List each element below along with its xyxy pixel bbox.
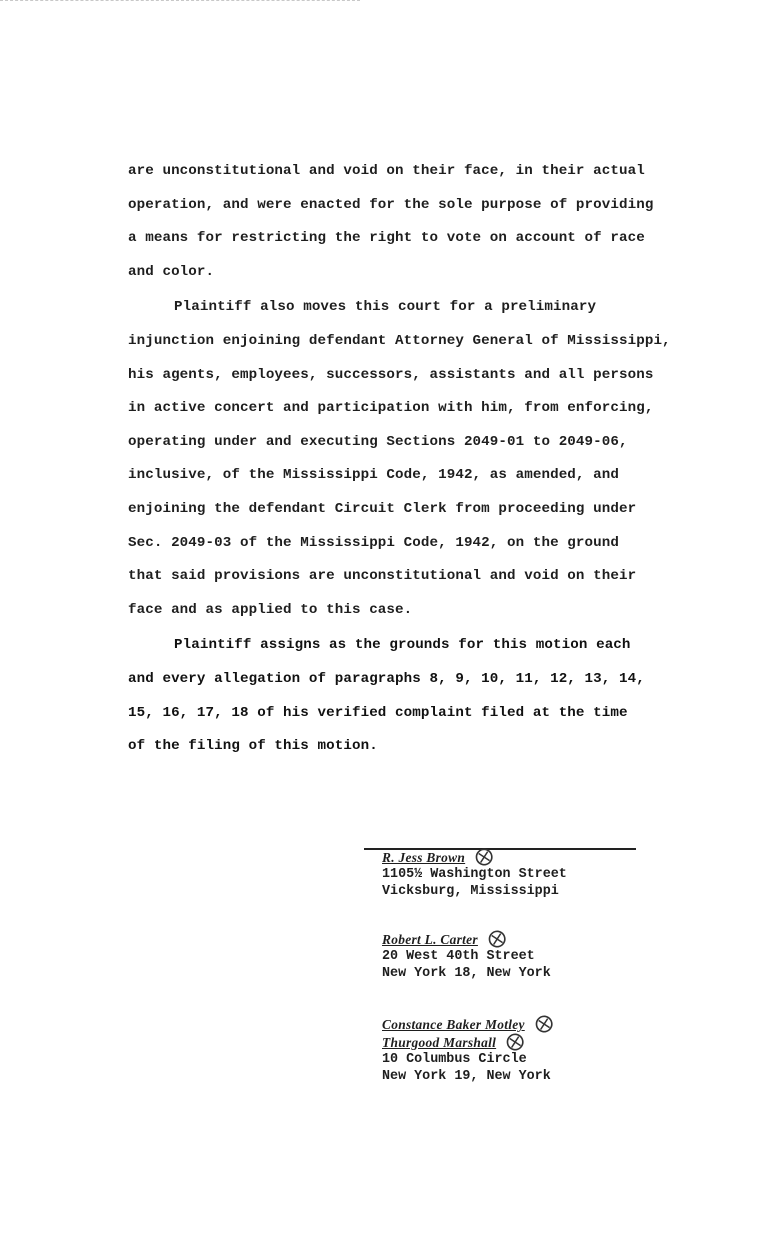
signature-block-brown <box>382 844 567 900</box>
text-line: 15, 16, 17, 18 of his verified complaint filed at the time <box>128 704 628 721</box>
address-line: 20 West 40th Street <box>382 949 535 964</box>
signature-block-motley-marshall <box>382 1011 556 1085</box>
address-line: New York 19, New York <box>382 1069 551 1084</box>
text-line: in active concert and participation with him, from enforcing, <box>128 400 654 417</box>
signature-name-text: R. Jess Brown <box>382 850 466 865</box>
address-line: 10 Columbus Circle <box>382 1052 527 1067</box>
text-line: inclusive, of the Mississippi Code, 1942, as amended, and <box>128 467 619 484</box>
initial-mark-icon: ⨂ <box>485 926 509 951</box>
document-body <box>128 155 698 766</box>
signature-block-carter <box>382 926 551 982</box>
signature-name-text: Constance Baker Motley <box>382 1017 525 1032</box>
text-line: and every allegation of paragraphs 8, 9, 10, 11, 12, 13, 14, <box>128 670 645 687</box>
address-line: Vicksburg, Mississippi <box>382 884 559 899</box>
initial-mark-icon: ⨂ <box>473 844 496 869</box>
paragraph-3 <box>128 629 698 763</box>
paragraph-2 <box>128 291 698 627</box>
address-line: 1105½ Washington Street <box>382 867 567 882</box>
paragraph-1 <box>128 155 698 289</box>
text-line: of the filing of this motion. <box>128 738 378 755</box>
text-line: enjoining the defendant Circuit Clerk from proceeding under <box>128 500 637 517</box>
text-line: Plaintiff assigns as the grounds for this motion each <box>174 637 631 654</box>
text-line: injunction enjoining defendant Attorney General of Mississippi, <box>128 332 671 349</box>
signature-name-text: Thurgood Marshall <box>382 1035 497 1050</box>
signature-name <box>382 844 567 869</box>
signature-name <box>382 1011 556 1036</box>
text-line: are unconstitutional and void on their face, in their actual <box>128 163 645 179</box>
signature-name-text: Robert L. Carter <box>382 932 478 947</box>
text-line: a means for restricting the right to vote on account of race <box>128 230 645 247</box>
text-line: his agents, employees, successors, assistants and all persons <box>128 366 654 383</box>
text-line: Sec. 2049-03 of the Mississippi Code, 1942, on the ground <box>128 534 619 551</box>
text-line: and color. <box>128 263 215 280</box>
initial-mark-icon: ⨂ <box>504 1029 527 1054</box>
text-line: face and as applied to this case. <box>128 601 413 618</box>
text-line: operating under and executing Sections 2049-01 to 2049-06, <box>128 433 628 450</box>
text-line: that said provisions are unconstitutional and void on their <box>128 568 637 585</box>
text-line: operation, and were enacted for the sole purpose of providing <box>128 196 654 213</box>
top-edge-dashes <box>0 0 360 1</box>
text-line: Plaintiff also moves this court for a preliminary <box>174 299 597 316</box>
signature-name <box>382 926 551 951</box>
initial-mark-icon: ⨂ <box>532 1011 556 1036</box>
address-line: New York 18, New York <box>382 966 551 981</box>
signature-name <box>382 1029 553 1054</box>
